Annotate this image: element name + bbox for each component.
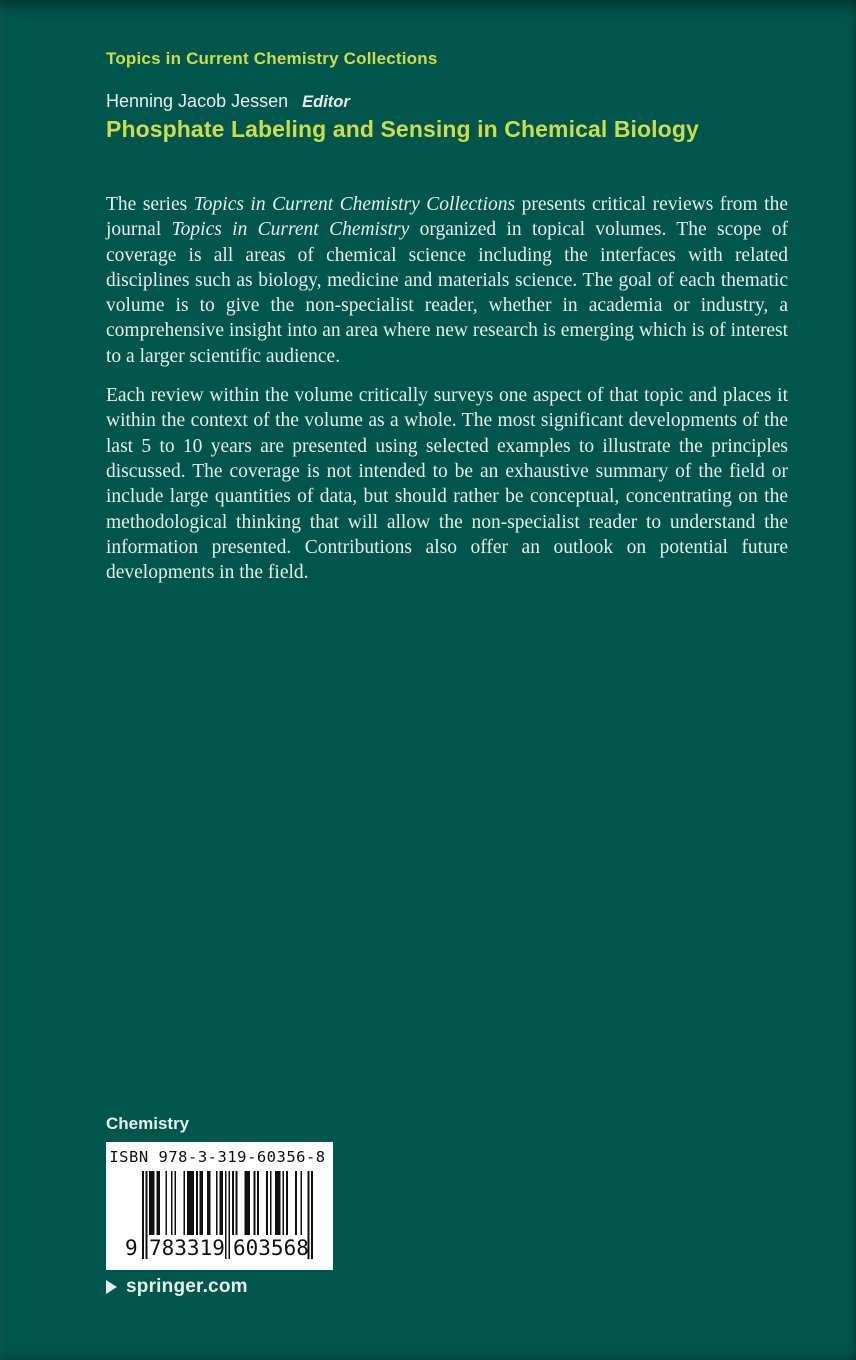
barcode-digits (106, 1237, 333, 1261)
description-paragraph-1: The series Topics in Current Chemistry Collections presents critical reviews from the journal Topics in Current Chemistry organized in topical volumes. The scope of coverage is all areas of chemical science including the interfaces with related disciplines such as biology, medicine and materials science. The goal of each thematic volume is to give the non-specialist reader, whether in academia or industry, a comprehensive insight into an area where new research is emerging which is of interest to a larger scientific audience. (106, 194, 789, 367)
back-cover-description (106, 192, 788, 599)
series-title: Topics in Current Chemistry Collections (106, 49, 438, 68)
triangle-bullet-icon (106, 1280, 117, 1294)
barcode-digit-lead: 9 (125, 1236, 138, 1260)
barcode-digit-group-right: 603568 (233, 1236, 309, 1260)
book-title: Phosphate Labeling and Sensing in Chemical Biology (106, 116, 699, 142)
isbn-number-label: ISBN 978-3-319-60356-8 (109, 1148, 326, 1166)
editor-label: Editor (302, 93, 350, 111)
description-paragraph-2: Each review within the volume critically surveys one aspect of that topic and places it within the context of the volume as a whole. The most significant developments of the last 5 to 10 years are presented using selected examples to illustrate the principles discussed. The coverage is not intended to be an exhaustive summary of the field or include large quantities of data, but should rather be conceptual, concentrating on the methodological thinking that will allow the non-specialist reader to understand the information presented. Contributions also offer an outlook on potential future developments in the field. (106, 385, 788, 584)
subject-category-label: Chemistry (106, 1114, 190, 1133)
barcode-digit-group-left: 783319 (149, 1236, 225, 1260)
publisher-site-link[interactable]: springer.com (126, 1276, 248, 1297)
isbn-barcode-box (106, 1142, 333, 1270)
author-name: Henning Jacob Jessen (106, 91, 289, 111)
author-line (106, 91, 350, 112)
publisher-link-row[interactable] (106, 1276, 248, 1298)
